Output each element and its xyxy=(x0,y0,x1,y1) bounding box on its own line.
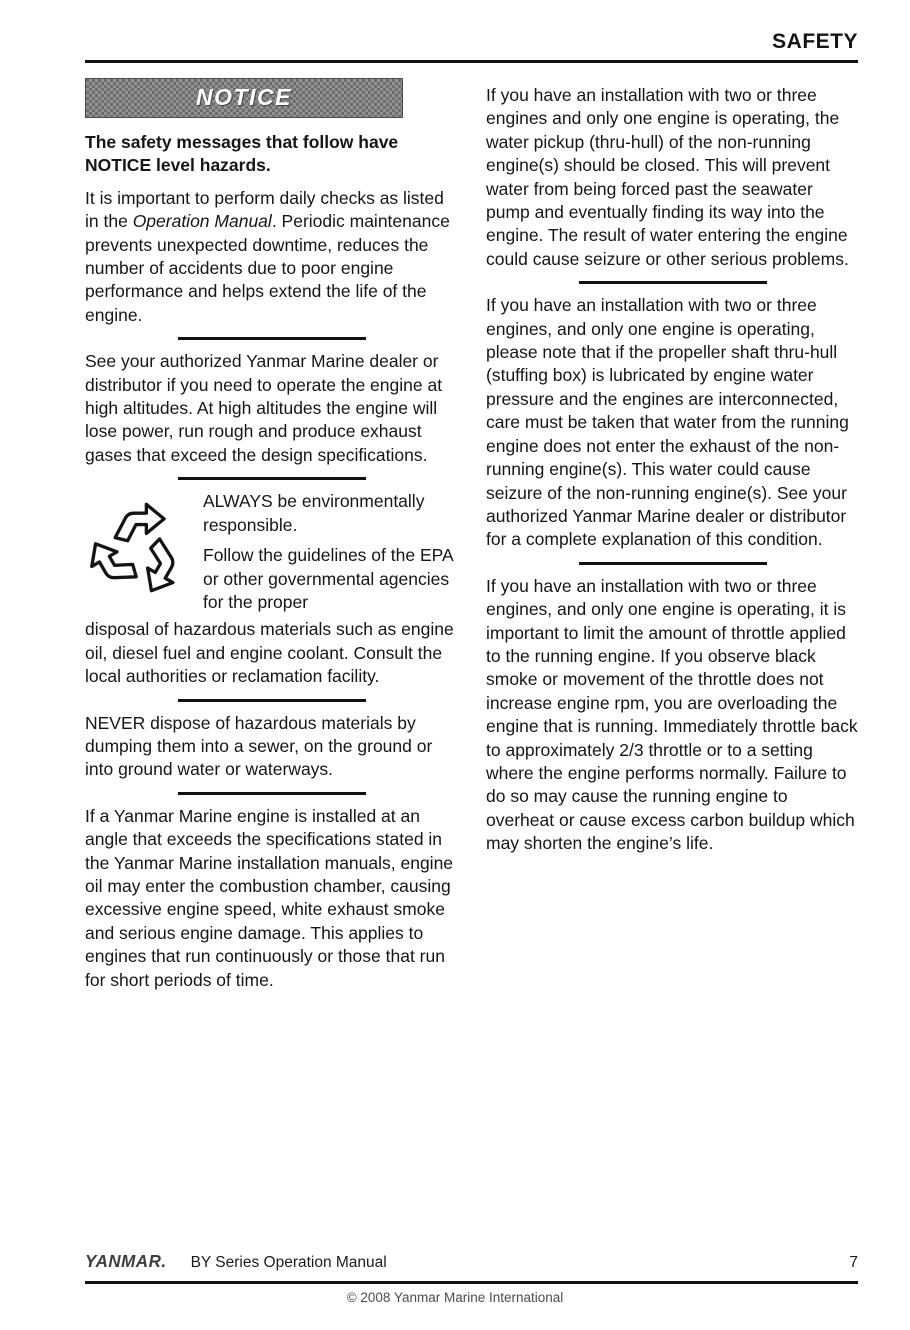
paragraph-high-altitudes: See your authorized Yanmar Marine dealer or distributor if you need to operate the engine at high altitudes. At high altitudes the engine will lose power, run rough and produce exhaust gases that exceed the design specifications. xyxy=(85,351,443,465)
section-divider xyxy=(178,337,366,340)
notice-banner xyxy=(85,78,403,118)
paragraph-throttle-limit: If you have an installation with two or three engines, and only one engine is operating, it is important to limit the amount of throttle applied to the running engine. If you observe black smoke or movement of the throttle does not increase engine rpm, you are overloading the engine that is running. Immediately throttle back to approximately 2/3 throttle or to a setting where the engine performs normally. Failure to do so may cause the running engine to overheat or cause excess carbon buildup which may shorten the engine’s life. xyxy=(486,575,858,854)
footer xyxy=(85,1252,858,1272)
section-divider xyxy=(178,699,366,702)
header-divider xyxy=(85,60,858,63)
paragraph-environment-always: ALWAYS be environmentally responsible. xyxy=(203,491,425,535)
paragraph-daily-checks xyxy=(85,187,458,327)
page-section-title: SAFETY xyxy=(772,30,858,53)
section-divider xyxy=(579,281,767,284)
paragraph-stuffing-box: If you have an installation with two or three engines, and only one engine is operating, please note that if the propeller shaft thru-hull (stuffing box) is lubricated by engine water pressure and the engines are interconnected, care must be taken that water from the running engine does not enter the exhaust of the non-running engine(s). This water could cause seizure of the non-running engine(s). See your authorized Yanmar Marine dealer or distributor for a complete explanation of this condition. xyxy=(486,295,849,550)
paragraph-never-dispose: NEVER dispose of hazardous materials by dumping them into a sewer, on the ground or into ground water or waterways. xyxy=(85,712,433,780)
section-divider xyxy=(178,477,366,480)
paragraph-environment-disposal: disposal of hazardous materials such as engine oil, diesel fuel and engine coolant. Consult the local authorities or reclamation facility. xyxy=(85,619,454,687)
right-column xyxy=(486,84,859,856)
section-divider xyxy=(178,792,366,795)
recycling-symbol-icon xyxy=(85,490,203,618)
footer-page-number: 7 xyxy=(849,1254,858,1271)
yanmar-logo: YANMAR. xyxy=(85,1251,167,1272)
paragraph-daily-checks-pre: It is important to perform daily checks as listed in the xyxy=(85,187,444,232)
notice-heading: The safety messages that follow have NOTICE level hazards. xyxy=(85,132,399,176)
notice-banner-label: NOTICE xyxy=(196,84,292,111)
operation-manual-italic: Operation Manual xyxy=(132,211,272,232)
paragraph-daily-checks-post: . Periodic maintenance prevents unexpected downtime, reduces the number of accidents due to poor engine performance and helps extend the life of the engine. xyxy=(85,211,450,325)
environment-note xyxy=(85,490,458,688)
paragraph-environment-epa: Follow the guidelines of the EPA or other governmental agencies for the proper xyxy=(203,545,453,612)
paragraph-water-pickup: If you have an installation with two or three engines and only one engine is operating, the water pickup (thru-hull) of the non-running engine(s) should be closed. This will prevent water from being forced past the seawater pump and eventually finding its way into the engine. The result of water entering the engine could cause seizure or other serious problems. xyxy=(486,85,849,269)
footer-manual-title: BY Series Operation Manual xyxy=(190,1254,387,1271)
left-column xyxy=(85,78,458,992)
section-divider xyxy=(579,562,767,565)
footer-divider xyxy=(85,1281,858,1284)
paragraph-installation-angle: If a Yanmar Marine engine is installed at an angle that exceeds the specifications stated in the Yanmar Marine installation manuals, engine oil may enter the combustion chamber, causing excessive engine speed, white exhaust smoke and serious engine damage. This applies to engines that run continuously or those that run for short periods of time. xyxy=(85,805,454,990)
footer-copyright: © 2008 Yanmar Marine International xyxy=(346,1290,564,1305)
